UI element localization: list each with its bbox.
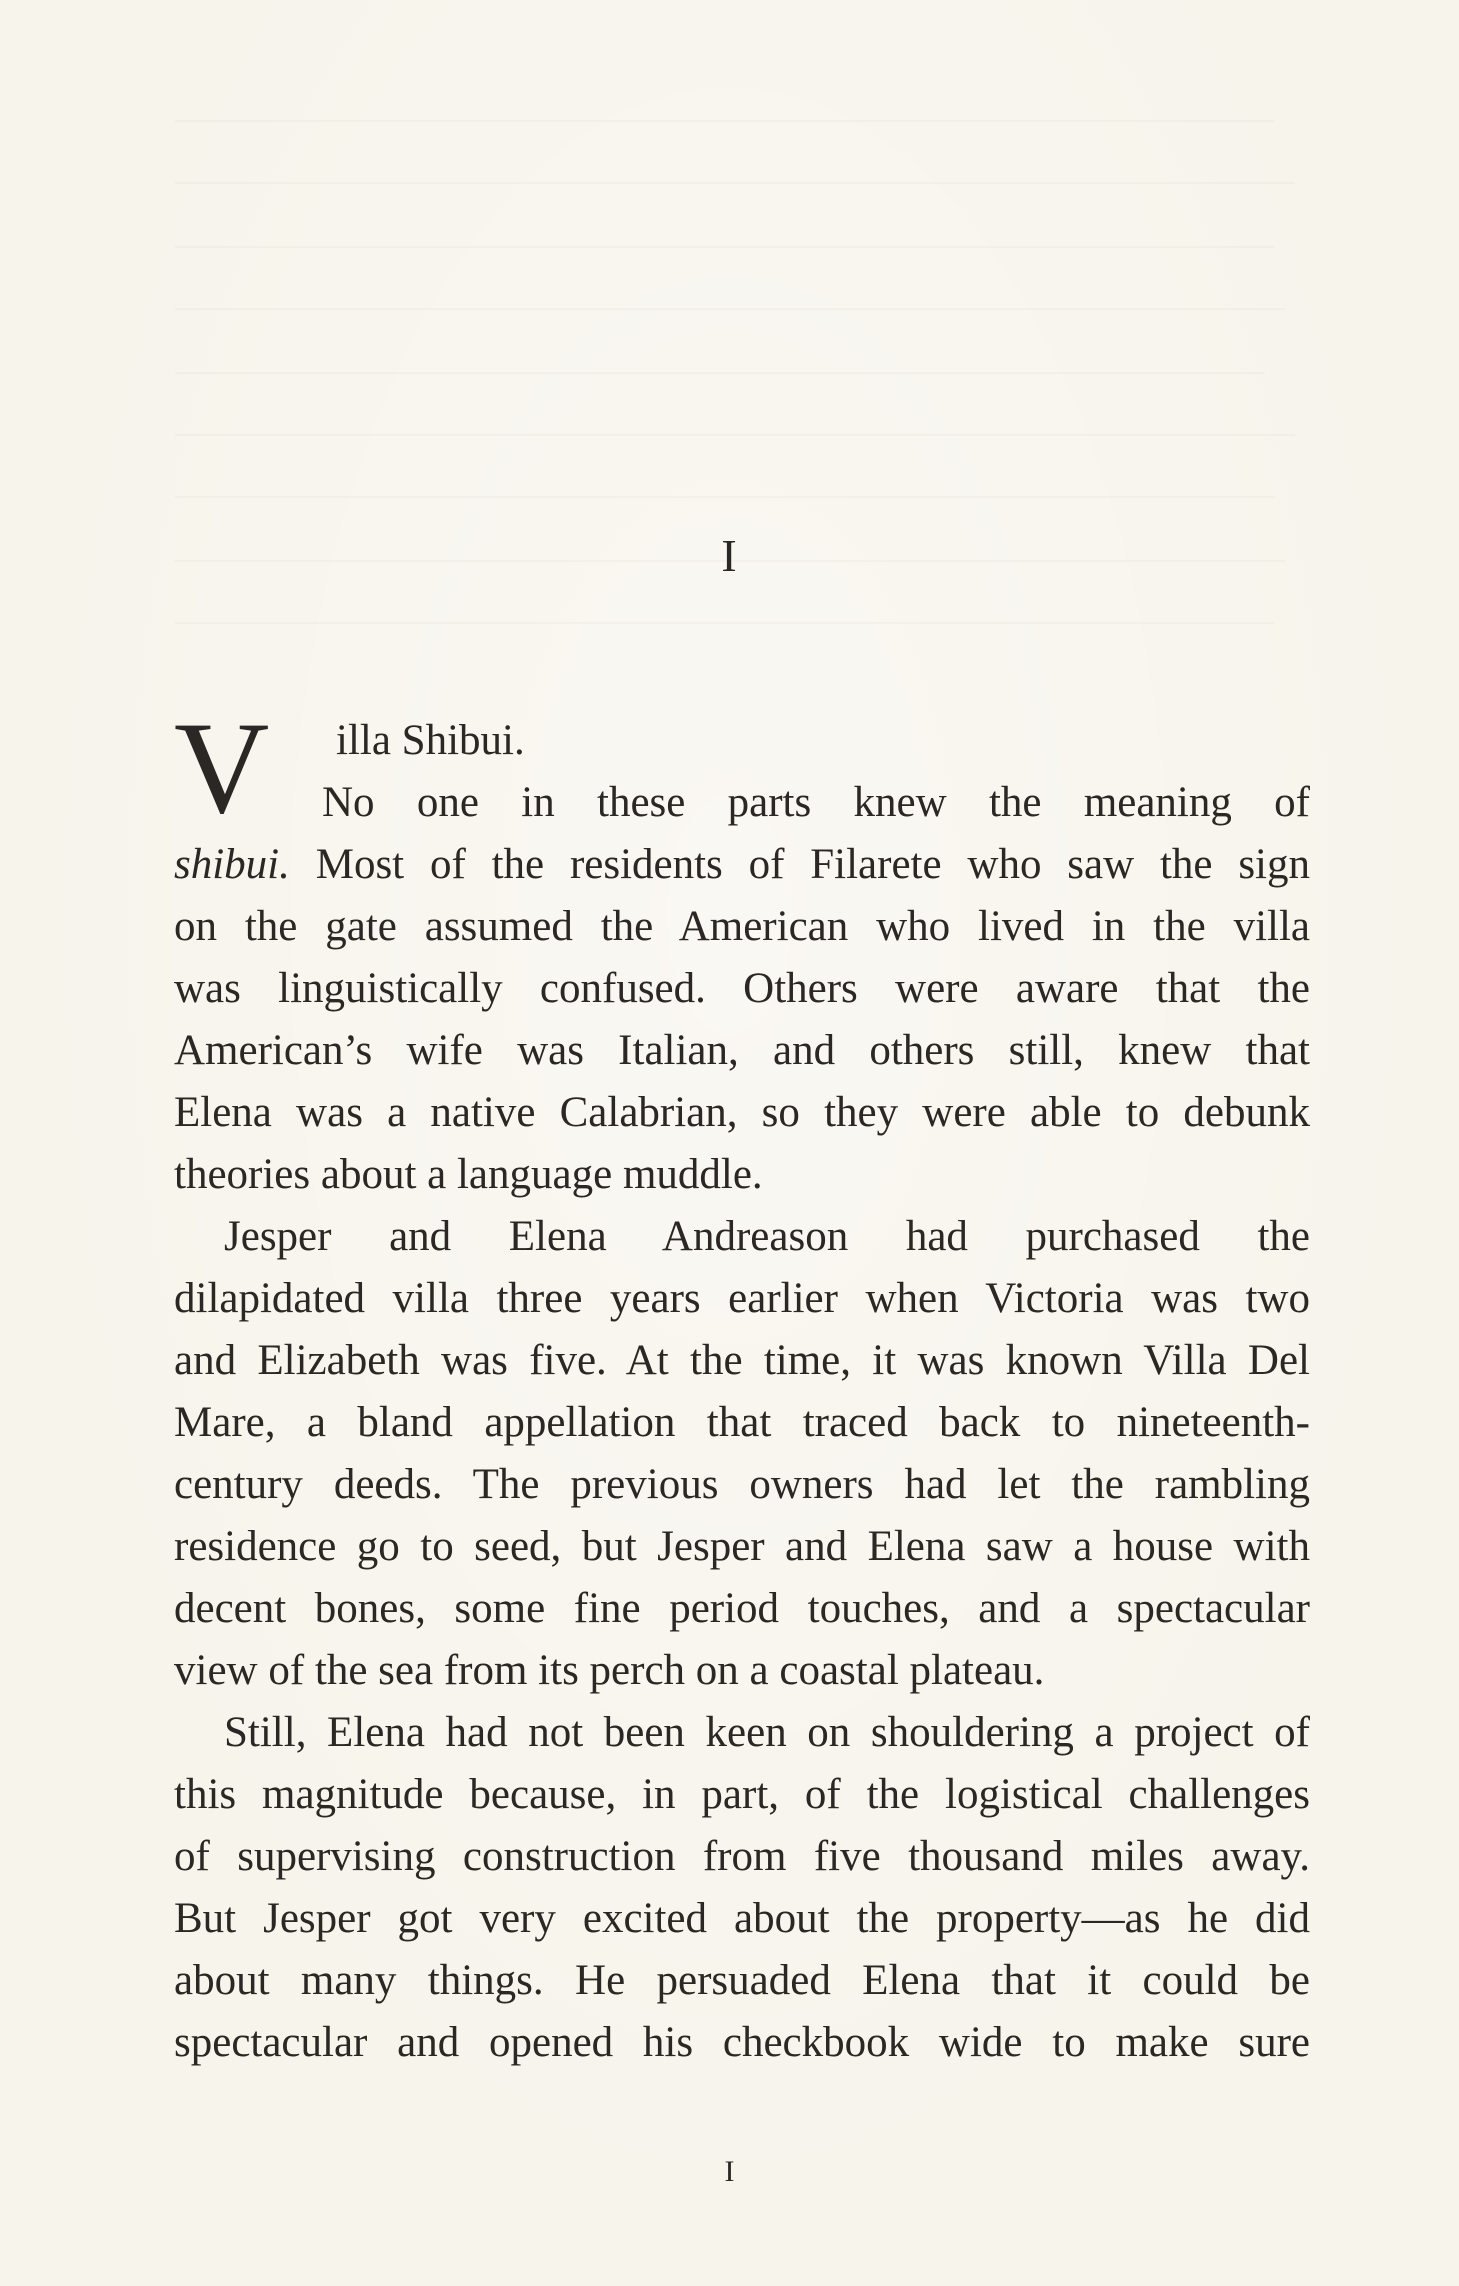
- text-line: Mare, a bland appellation that traced back to nineteenth-: [174, 1399, 1310, 1446]
- text-line: Elena was a native Calabrian, so they were able to debunk: [174, 1089, 1310, 1136]
- text-line: on the gate assumed the American who lived in the villa: [174, 903, 1310, 950]
- text-line: spectacular and opened his checkbook wide to make sure: [174, 2019, 1310, 2066]
- text-line: of supervising construction from five thousand miles away.: [174, 1833, 1310, 1880]
- paragraph-3: [174, 1702, 1310, 2074]
- show-through-line: [175, 496, 1275, 498]
- show-through-line: [175, 372, 1265, 374]
- text-line: theories about a language muddle.: [174, 1151, 763, 1198]
- text-line: decent bones, some fine period touches, and a spectacular: [174, 1585, 1310, 1632]
- paragraph-1: [174, 834, 1310, 1206]
- show-through-line: [175, 434, 1295, 436]
- text-line: and Elizabeth was five. At the time, it was known Villa Del: [174, 1337, 1310, 1384]
- chapter-number: I: [721, 530, 738, 581]
- body-text: [174, 694, 1310, 2074]
- text-line: was linguistically confused. Others were aware that the: [174, 965, 1310, 1012]
- text-line: Jesper and Elena Andreason had purchased the: [224, 1213, 1310, 1260]
- opening-paragraph: [174, 694, 1310, 841]
- text-line: Still, Elena had not been keen on shouldering a project of: [224, 1709, 1310, 1756]
- opening-line-1: illa Shibui.: [336, 717, 525, 764]
- text-line: view of the sea from its perch on a coastal plateau.: [174, 1647, 1045, 1694]
- paragraph-2: [174, 1206, 1310, 1702]
- page-number: I: [724, 2155, 735, 2188]
- italic-word: shibui.: [174, 841, 290, 888]
- show-through-line: [175, 120, 1275, 122]
- text-line: But Jesper got very excited about the property—as he did: [174, 1895, 1310, 1942]
- show-through-line: [175, 308, 1285, 310]
- text-line: American’s wife was Italian, and others still, knew that: [174, 1027, 1310, 1074]
- show-through-line: [175, 246, 1275, 248]
- text-line: this magnitude because, in part, of the logistical challenges: [174, 1771, 1310, 1818]
- text-line: about many things. He persuaded Elena that it could be: [174, 1957, 1310, 2004]
- text-line: residence go to seed, but Jesper and Elena saw a house with: [174, 1523, 1310, 1570]
- show-through-line: [175, 622, 1275, 624]
- text-line: dilapidated villa three years earlier when Victoria was two: [174, 1275, 1310, 1322]
- text-span: Most of the residents of Filarete who saw the sign: [289, 841, 1310, 888]
- text-line: century deeds. The previous owners had let the rambling: [174, 1461, 1310, 1508]
- opening-line-2: No one in these parts knew the meaning of: [322, 779, 1310, 826]
- text-line: [174, 834, 1310, 896]
- drop-cap: V: [174, 694, 270, 841]
- show-through-line: [175, 182, 1295, 184]
